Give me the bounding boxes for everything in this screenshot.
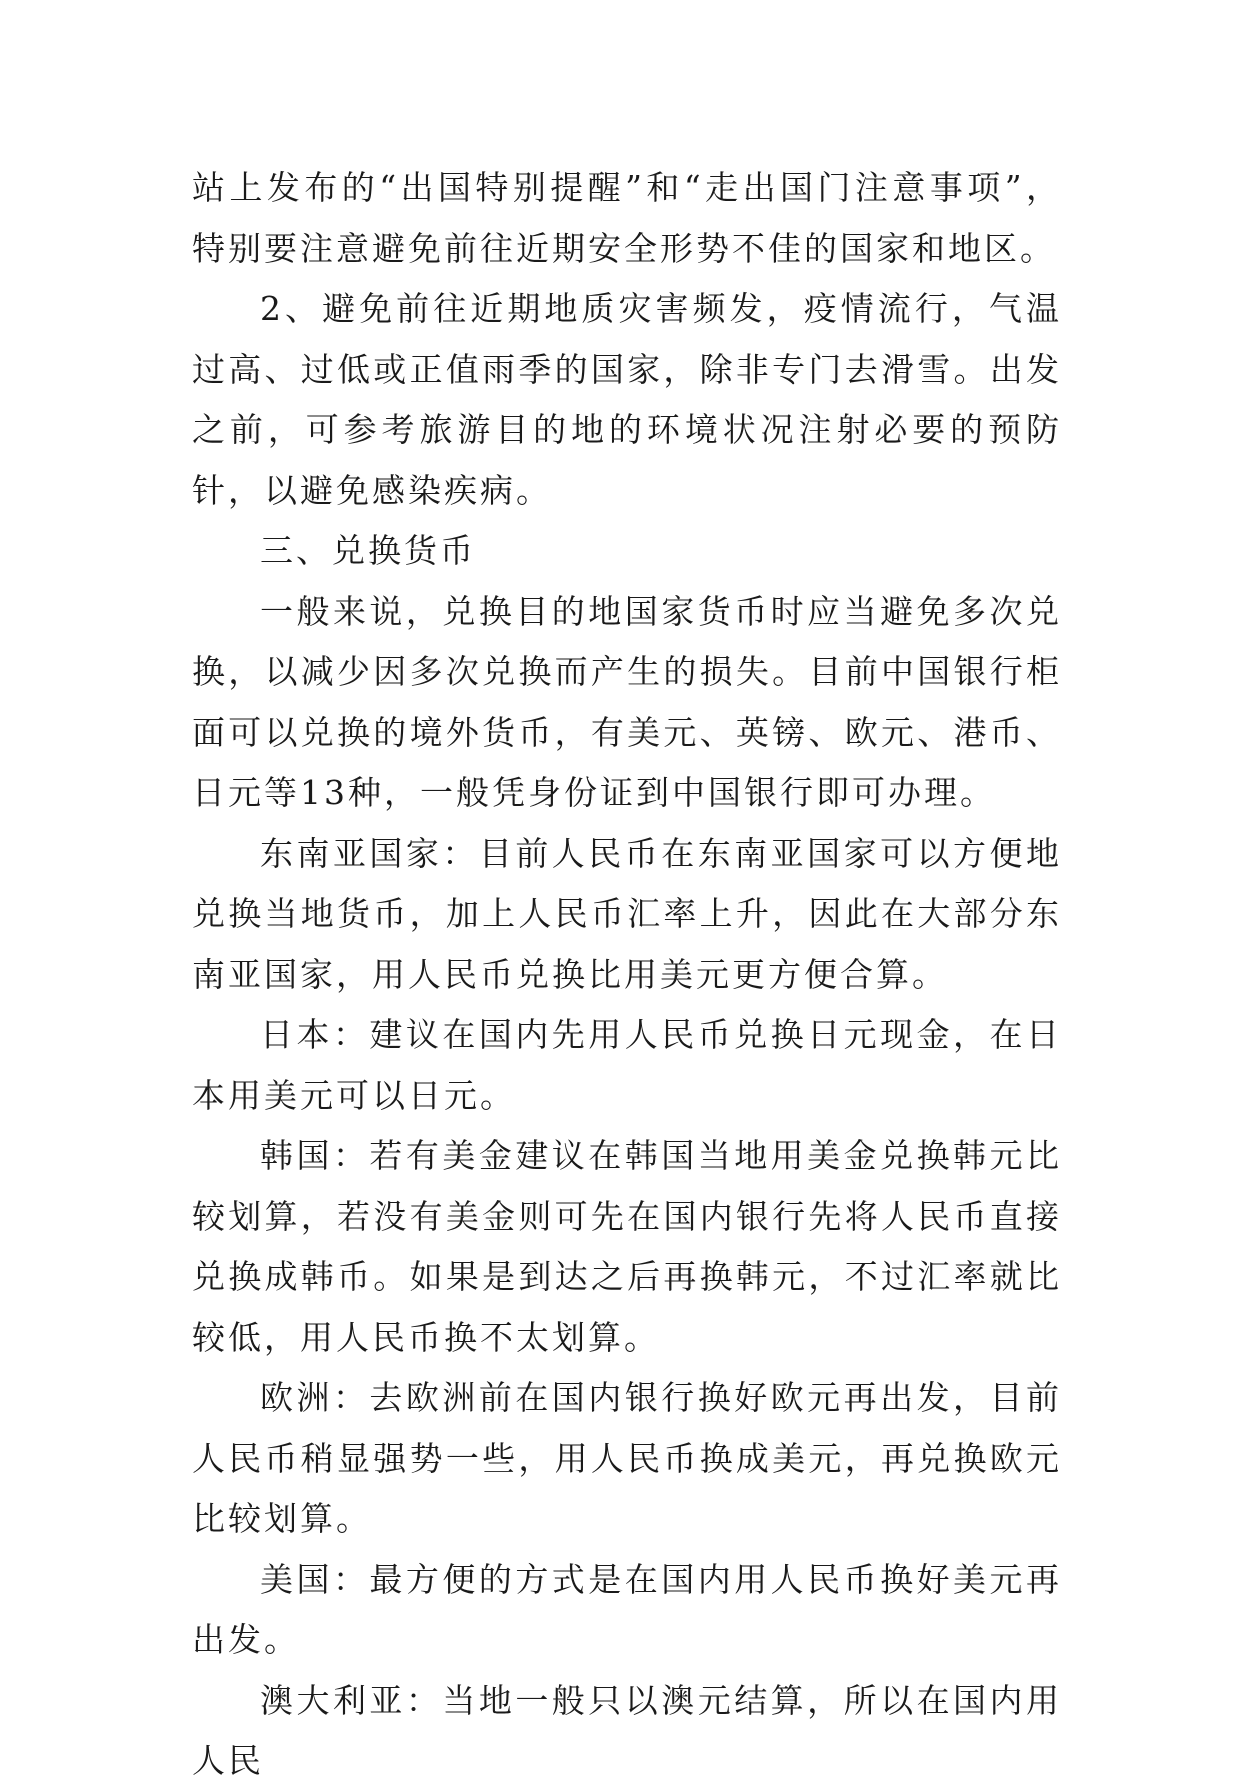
paragraph: 美国：最方便的方式是在国内用人民币换好美元再出发。	[192, 1559, 1062, 1659]
paragraph: 日本：建议在国内先用人民币兑换日元现金，在日本用美元可以日元。	[192, 1015, 1062, 1115]
paragraph: 欧洲：去欧洲前在国内银行换好欧元再出发，目前人民币稍显强势一些，用人民币换成美元，再兑换欧元比较划算。	[192, 1378, 1062, 1538]
paragraph: 一般来说，兑换目的地国家货币时应当避免多次兑换，以减少因多次兑换而产生的损失。目前中国银行柜面可以兑换的境外货币，有美元、英镑、欧元、港币、日元等13种，一般凭身份证到中国银行即可办理。	[192, 591, 1062, 812]
paragraph: 韩国：若有美金建议在韩国当地用美金兑换韩元比较划算，若没有美金则可先在国内银行先将人民币直接兑换成韩币。如果是到达之后再换韩元，不过汇率就比较低，用人民币换不太划算。	[192, 1136, 1062, 1357]
paragraph: 东南亚国家：目前人民币在东南亚国家可以方便地兑换当地货币，加上人民币汇率上升，因此在大部分东南亚国家，用人民币兑换比用美元更方便合算。	[192, 833, 1062, 994]
document-body	[192, 158, 1062, 1792]
paragraph: 澳大利亚：当地一般只以澳元结算，所以在国内用人民	[192, 1680, 1062, 1780]
paragraph: 站上发布的“出国特别提醒”和“走出国门注意事项”，特别要注意避免前往近期安全形势不佳的国家和地区。	[192, 168, 1062, 268]
section-heading: 三、兑换货币	[260, 531, 476, 570]
paragraph: 2、避免前往近期地质灾害频发，疫情流行，气温过高、过低或正值雨季的国家，除非专门去滑雪。出发之前，可参考旅游目的地的环境状况注射必要的预防针，以避免感染疾病。	[192, 289, 1062, 510]
